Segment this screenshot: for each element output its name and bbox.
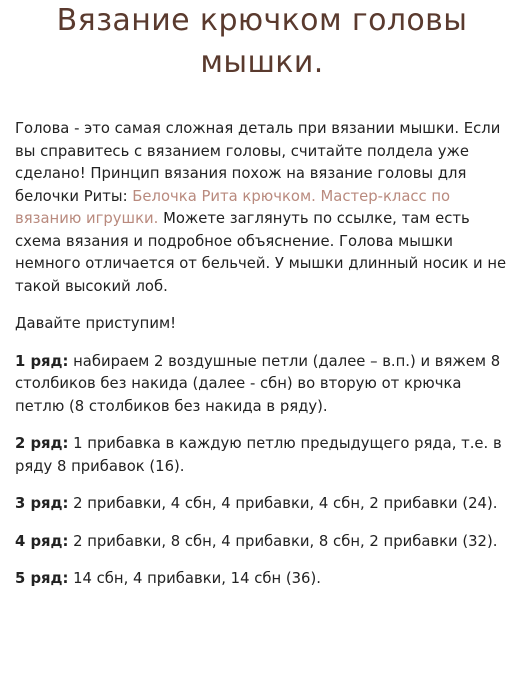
lead-paragraph: Давайте приступим! — [15, 315, 177, 332]
row-text: 14 сбн, 4 прибавки, 14 сбн (36). — [68, 570, 321, 587]
row-instruction — [15, 433, 510, 478]
row-text: 2 прибавки, 4 сбн, 4 прибавки, 4 сбн, 2 прибавки (24). — [68, 495, 498, 512]
intro-text-before-link: Голова - это самая сложная деталь при вязании мышки. Если вы справитесь с вязанием головы, считайте полдела уже сделано! Принцип вязания похож на вязание головы для белочки Риты: — [15, 120, 501, 205]
article-title: Вязание крючком головы мышки. — [56, 3, 468, 80]
row-label: 5 ряд: — [15, 570, 69, 587]
row-label: 3 ряд: — [15, 495, 69, 512]
row-label: 2 ряд: — [15, 435, 69, 452]
row-text: 2 прибавки, 8 сбн, 4 прибавки, 8 сбн, 2 прибавки (32). — [68, 532, 498, 550]
row-instruction — [15, 568, 510, 591]
row-instruction — [15, 493, 510, 516]
row-instruction — [15, 531, 510, 554]
row-label: 1 ряд: — [15, 352, 69, 370]
row-instruction — [15, 351, 510, 419]
article-body — [15, 118, 510, 606]
intro-text-after-link: Можете заглянуть по ссылке, там есть схема вязания и подробное объяснение. Голова мышки немного отличается от бельчей. У мышки длинный носик и не такой высокий лоб. — [15, 210, 507, 295]
intro-paragraph — [15, 118, 510, 298]
row-text: 1 прибавка в каждую петлю предыдущего ряда, т.е. в ряду 8 прибавок (16). — [15, 435, 502, 475]
row-text: набираем 2 воздушные петли (далее – в.п.) и вяжем 8 столбиков без накида (далее - сбн) во вторую от крючка петлю (8 столбиков без накида в ряду). — [15, 352, 501, 415]
row-label: 4 ряд: — [15, 532, 69, 550]
squirrel-rita-link[interactable]: Белочка Рита крючком. Мастер-класс по вязанию игрушки. — [15, 187, 451, 227]
